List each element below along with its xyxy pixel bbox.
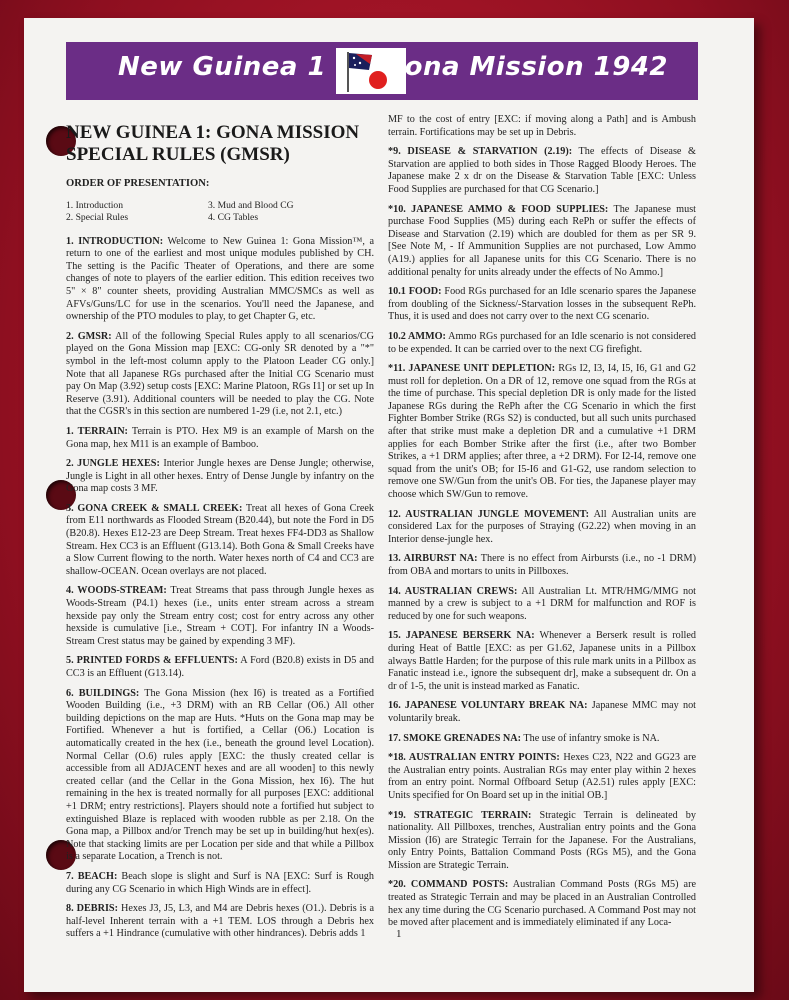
rule-text: All Australian units are considered Lax for the purposes of Straying (G2.22) when moving in an Interior dense-jungle hex. (388, 508, 697, 545)
page-number: 1 (396, 928, 402, 940)
rule-section (388, 286, 696, 324)
rule-heading: 14. AUSTRALIAN CREWS: (388, 585, 518, 597)
rule-text: Australian Command Posts (RGs M5) are treated as Strategic Terrain and may be placed in an Australian Controlled hex any time during the CG Scenario purchased. A Command Post may not be moved after placement and is immediately eliminated if any Loca- (388, 879, 696, 929)
rule-section (66, 871, 374, 896)
rule-text: RGs I2, I3, I4, I5, I6, G1 and G2 must roll for depletion. On a DR of 12, remove one squad from the RGs at the time of purchase. This special depletion DR is only made for the listed Japanese RGs during the RePh after the CG Scenario in which the first Fighter Bomber Strike (RGs S2) is conducted, but all such units purchased after that strike must make a depletion DR and a cumulative +1 DRM applies for each Bomber Strike after the first (i.e., after two Bomber Strikes, a +1 DRM applies; after three, a +2 DRM). For I2-I4, remove one squad from the unit's OB; for I5-I6 and G1-G2, use random selection to remove one SW/Gun from the unit's OB. For ties, the Japanese player may choose which SW/Gun to remove. (388, 363, 696, 501)
rule-text: Treat all hexes of Gona Creek from E11 northwards as Flooded Stream (B20.44), but note the Ford in D5 (B20.8). Hexes E12-23 are Deep Stream. Treat hexes FF4-DD3 as Shallow Stream. Hex CC3 is an Effluent (G13.14). Both Gona & Small Creeks have a Slow Current flowing to the north. Water hexes north of C4 and CC3 are shallow-OCEAN. Ocean overlays are not placed. (66, 502, 374, 577)
rule-heading: 10.2 AMMO: (388, 330, 446, 342)
right-column (388, 114, 696, 937)
rule-text: Terrain is PTO. Hex M9 is an example of Marsh on the Gona map, hex M11 is an example of Bamboo. (66, 425, 374, 450)
rule-text: A Ford (B20.8) exists in D5 and CC3 is an Effluent (G13.14). (66, 655, 374, 679)
toc-item: 4. CG Tables (208, 211, 259, 223)
rule-text: The Gona Mission (hex I6) is treated as a Fortified Wooden Building (i.e., +3 DRM) with an RB Cellar (O6.) All other building depictions on the map are Huts. *Huts on the Gona map may be Fortified. Whenever a hut is fortified, a Cellar (O6.) Location is automatically created in the hex (i.e., beneath the ground level Location). Normal Cellar (O.6) rules apply [EXC: the thusly created cellar is accessible from all ADJACENT hexes and are all wooden] to this newly created cellar (and the Cellar in the Gona Mission, hex I6). The hut remaining in the hex is treated normally for all purposes [EXC: additional +1 DRM; entry restrictions]. Players should note a fortified hut subject to extinguished Blaze is replaced with wooden rubble as per 2.18. On the Gona map, a Pillbox and/or Trench may be set up in building/hut hex(es). Note that stacking limits are per Location per side and that while a Pillbox is a separate Location, a Trench is not. (66, 687, 374, 863)
rule-heading: *9. DISEASE & STARVATION (2.19): (388, 146, 573, 158)
rule-heading: 7. BEACH: (66, 870, 118, 882)
rule-text: Strategic Terrain is delineated by nationality. All Pillboxes, trenches, Australian entry points and the Gona Mission (I6) are Strategic Terrain for the Japanese. For the Australians, only Entry Points, Battalion Command Posts (RGs M5), and the Gona Mission are Strategic Terrain. (388, 809, 696, 871)
rule-heading: 15. JAPANESE BERSERK NA: (388, 630, 535, 642)
rule-heading: 17. SMOKE GRENADES NA: (388, 732, 522, 744)
table-of-contents (66, 200, 374, 224)
left-column (66, 112, 374, 948)
rule-text: The effects of Disease & Starvation are applied to both sides in Those Ragged Bloody Heroes. The Japanese make 2 x dr on the Disease & Starvation Table [EXC: Unless Food Supplies are purchased for that CG Scenario.] (388, 146, 696, 195)
rule-heading: *18. AUSTRALIAN ENTRY POINTS: (388, 752, 560, 764)
rule-section (388, 363, 696, 502)
rule-section (66, 458, 374, 496)
rule-heading: 8. DEBRIS: (66, 903, 118, 915)
rule-section (66, 585, 374, 648)
rule-text: The Japanese must purchase Food Supplies (M5) during each RePh or suffer the effects of Disease and Starvation (2.19) which are doubled for them as per SR 9. [See Note M, - If Ammunition Supplies are not purchased, Low Ammo (A19.) applies for all Japanese units for this CG Scenario. There is no additional penalty for units already under the effects of No Ammo.] (388, 203, 696, 278)
rule-section (388, 331, 696, 356)
rule-section (388, 752, 696, 802)
rule-text: There is no effect from Airbursts (i.e., no -1 DRM) from OBA and mortars to units in Pillboxes. (388, 553, 696, 577)
rule-section (388, 204, 696, 280)
rule-heading: *19. STRATEGIC TERRAIN: (388, 809, 532, 821)
rule-heading: 3. GONA CREEK & SMALL CREEK: (66, 502, 243, 514)
rule-heading: 5. PRINTED FORDS & EFFLUENTS: (66, 655, 238, 667)
rule-text: The use of infantry smoke is NA. (521, 732, 660, 744)
rule-section (66, 688, 374, 864)
rule-section (388, 630, 696, 693)
rule-heading: 2. GMSR: (66, 330, 112, 342)
rule-heading: 1. INTRODUCTION: (66, 235, 164, 247)
toc-item: 3. Mud and Blood CG (208, 199, 294, 211)
rule-section (66, 903, 374, 941)
page-title: NEW GUINEA 1: GONA MISSION SPECIAL RULES (GMSR) (66, 122, 360, 165)
rule-text: Welcome to New Guinea 1: Gona Mission™, a return to one of the earliest and most unique modules published by CH. The setting is the Pacific Theater of Operations, and there are some changes of note to players of the earlier edition. This edition receives two 5" × 8" counter sheets, providing Australian MMC/SMCs as well as AFVs/Guns/LC for use in the scenarios. You'll need the Japanese, and ownership of the PTO modules to play, to get Chapter G, etc. (66, 235, 374, 323)
rule-text: All of the following Special Rules apply to all scenarios/CG played on the Gona Mission map [EXC: CG-only SR denoted by a "*" symbol in the left-most column apply to the Platoon Leader CG only.] Note that all Japanese RGs purchased after the Initial CG Scenario must pay On Map (3.92) setup costs [EXC: Marine Platoon, RGs I1] or set up In Reserve (3.91). Additional counters will be needed to play the CG. Note that the CGSR's in this section are numbered 1-29 (i.e, not 2.1, etc.) (66, 330, 374, 418)
rule-section (388, 146, 696, 196)
rule-section (66, 331, 374, 419)
rule-heading: 2. JUNGLE HEXES: (66, 458, 160, 470)
rule-section (388, 810, 696, 873)
rule-text: Hexes J3, J5, L3, and M4 are Debris hexes (O1.). Debris is a half-level Inherent terrain with a +1 TEM. LOS through a Debris hex suffers a +1 Hindrance (cumulative with other hindrances). Debris adds 1 (66, 903, 375, 940)
rule-heading: 16. JAPANESE VOLUNTARY BREAK NA: (388, 700, 588, 712)
rule-section (388, 700, 696, 725)
rule-heading: 6. BUILDINGS: (66, 687, 140, 699)
rule-text: Beach slope is slight and Surf is NA [EXC: Surf is Rough during any CG Scenario in which High Winds are in effect]. (66, 870, 374, 895)
toc-item: 1. Introduction (66, 199, 124, 211)
rule-text: Food RGs purchased for an Idle scenario spares the Japanese from doubling of the Sickness/-Starvation losses in the subsequent RePh. Thus, it is used and does not carry over to the next CG scenario. (388, 286, 696, 323)
scenario-title: Gona Mission 1942 (382, 52, 668, 82)
rule-section (388, 509, 696, 547)
rule-text: Hexes C23, N22 and GG23 are the Australian entry points. Australian RGs may enter play within 2 hexes from an entry point. Normal Offboard Setup (A2.51) rules apply [EXC: Units specified for On Board set up in the initial OB.] (388, 752, 696, 801)
rule-section (66, 236, 374, 324)
rule-section (66, 426, 374, 451)
rule-section (388, 733, 696, 746)
rule-heading: 10.1 FOOD: (388, 286, 442, 298)
rule-section (66, 655, 374, 680)
rule-text: Interior Jungle hexes are Dense Jungle; otherwise, Jungle is Light in all other hexes. Entry of Dense Jungle by infantry on the Gona map costs 3 MF. (66, 458, 374, 495)
rule-text: Japanese MMC may not voluntarily break. (388, 700, 696, 724)
rule-heading: 12. AUSTRALIAN JUNGLE MOVEMENT: (388, 508, 590, 520)
toc-item: 2. Special Rules (66, 211, 129, 223)
rule-heading: *10. JAPANESE AMMO & FOOD SUPPLIES: (388, 203, 609, 215)
rule-heading: 1. TERRAIN: (66, 425, 128, 437)
rule-heading: *20. COMMAND POSTS: (388, 879, 509, 891)
rule-section (66, 503, 374, 579)
rule-continuation: MF to the cost of entry [EXC: if moving along a Path] and is Ambush terrain. Fortifications may be set up in Debris. (388, 114, 696, 138)
rule-heading: 4. WOODS-STREAM: (66, 585, 167, 597)
rule-section (388, 553, 696, 578)
rule-text: All Australian Lt. MTR/HMG/MMG not manned by a crew is subject to a +1 DRM for malfunction and ROF is reduced by one for such weapons. (388, 585, 696, 622)
rule-heading: 13. AIRBURST NA: (388, 553, 478, 565)
rule-heading: *11. JAPANESE UNIT DEPLETION: (388, 363, 556, 375)
header-banner (66, 42, 698, 100)
order-heading: ORDER OF PRESENTATION: (66, 178, 210, 189)
rule-section (388, 586, 696, 624)
rule-text: Whenever a Berserk result is rolled during Heat of Battle [EXC: as per G1.62, Japanese units in a Pillbox always Battle Harden; for the purpose of this rule mark units in a Pillbox as Fanatic instead i.e., ignore the subsequent dr], make a subsequent dr. On a dr of 1-5, the unit is instead marked as Fanatic. (388, 630, 696, 692)
rule-section (388, 879, 696, 929)
module-title: New Guinea 1 (118, 52, 327, 82)
rule-text: Ammo RGs purchased for an Idle scenario is not considered to be expended. It can be carried over to the next CG firefight. (388, 330, 697, 355)
rule-text: Treat Streams that pass through Jungle hexes as Woods-Stream (P4.1) hexes (i.e., units enter stream across a stream hexside pay only the Stream entry cost; cost for entry across any other hexside is cumulative [i.e., Stream + COT]. For infantry IN a Woods-Stream Crest status may be gained by expending 3 MF). (66, 585, 375, 647)
